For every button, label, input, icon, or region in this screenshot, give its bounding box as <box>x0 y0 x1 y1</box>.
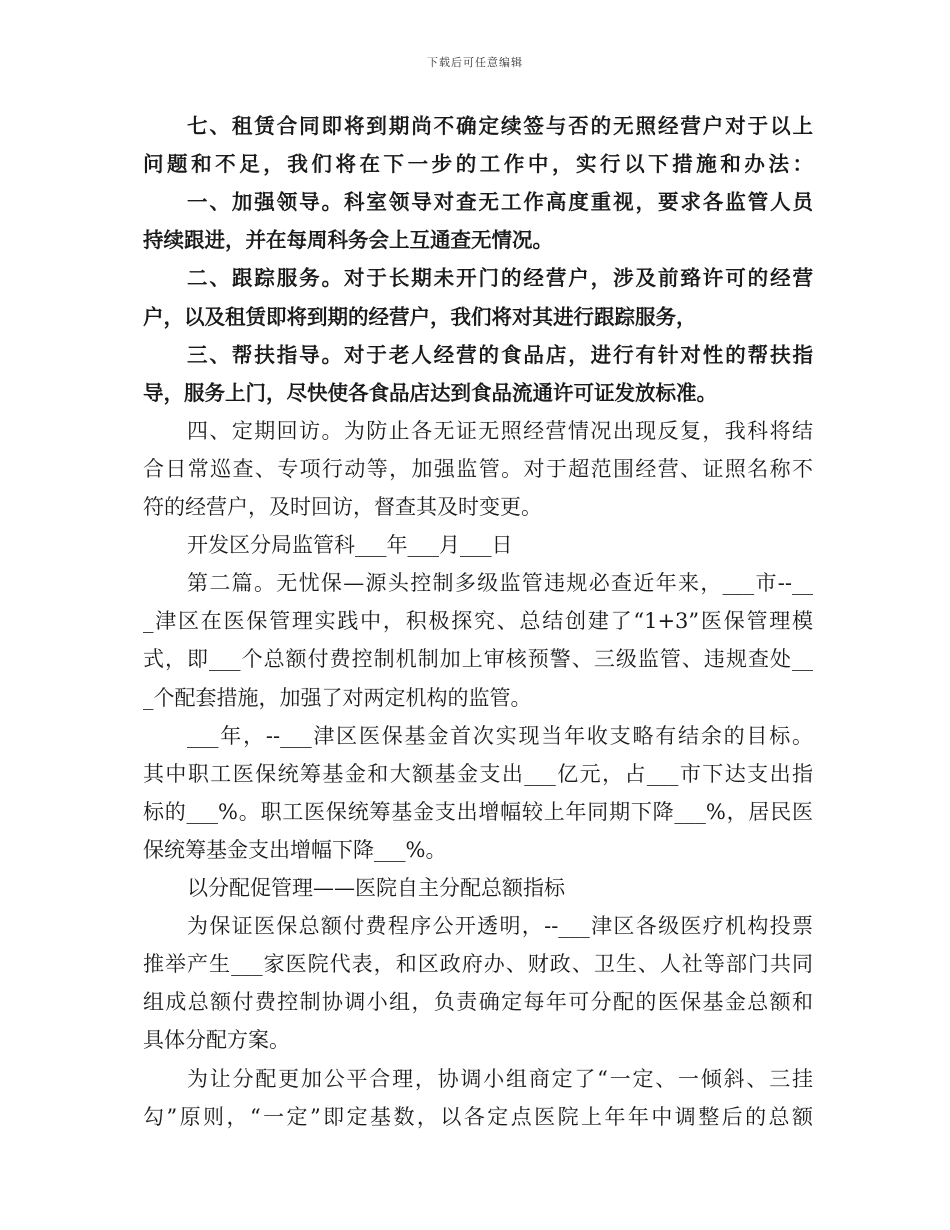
text-line: 开发区分局监管科___年___月___日 <box>187 533 513 557</box>
text-line: 标的___%。职工医保统筹基金支出增幅较上年同期下降___%，居民医 <box>143 800 813 824</box>
text-line: 一、加强领导。科室领导对查无工作高度重视，要求各监管人员 <box>187 190 813 214</box>
text-line: _津区在医保管理实践中，积极探究、总结创建了“1+3”医保管理模 <box>143 609 813 633</box>
text-line: 符的经营户，及时回访，督查其及时变更。 <box>143 495 542 519</box>
text-line: 三、帮扶指导。对于老人经营的食品店，进行有针对性的帮扶指 <box>187 343 813 367</box>
text-line: 合日常巡查、专项行动等，加强监管。对于超范围经营、证照名称不 <box>143 457 813 481</box>
text-line: 持续跟进，并在每周科务会上互通查无情况。 <box>143 228 553 252</box>
text-line: 其中职工医保统筹基金和大额基金支出___亿元，占___市下达支出指 <box>143 762 813 786</box>
text-line: 二、跟踪服务。对于长期未开门的经营户，涉及前臵许可的经营 <box>187 266 813 290</box>
text-line: ___年，--___津区医保基金首次实现当年收支略有结余的目标。 <box>187 724 813 748</box>
text-line: 为保证医保总额付费程序公开透明，--___津区各级医疗机构投票 <box>187 914 813 938</box>
text-line: 户，以及租赁即将到期的经营户，我们将对其进行跟踪服务， <box>143 305 697 329</box>
text-line: 四、定期回访。为防止各无证无照经营情况出现反复，我科将结 <box>187 419 813 443</box>
text-line: 第二篇。无忧保—源头控制多级监管违规必查近年来，___市--__ <box>187 571 813 595</box>
text-line: 为让分配更加公平合理，协调小组商定了“一定、一倾斜、三挂 <box>187 1067 813 1091</box>
text-line: 以分配促管理——医院自主分配总额指标 <box>187 876 565 900</box>
text-line: 组成总额付费控制协调小组，负责确定每年可分配的医保基金总额和 <box>143 990 813 1014</box>
text-line: 问题和不足，我们将在下一步的工作中，实行以下措施和办法： <box>143 152 813 176</box>
text-line: 七、租赁合同即将到期尚不确定续签与否的无照经营户对于以上 <box>187 114 813 138</box>
text-line: 式，即___个总额付费控制机制加上审核预警、三级监管、违规查处__ <box>143 647 813 671</box>
text-line: _个配套措施，加强了对两定机构的监管。 <box>143 686 532 710</box>
text-line: 具体分配方案。 <box>143 1028 290 1052</box>
text-line: 保统筹基金支出增幅下降___%。 <box>143 838 447 862</box>
text-line: 勾”原则，“一定”即定基数，以各定点医院上年年中调整后的总额 <box>143 1105 813 1129</box>
page-header-note: 下载后可任意编辑 <box>427 56 523 69</box>
text-line: 导，服务上门，尽快使各食品店达到食品流通许可证发放标准。 <box>143 381 717 405</box>
text-line: 推举产生___家医院代表，和区政府办、财政、卫生、人社等部门共同 <box>143 952 813 976</box>
